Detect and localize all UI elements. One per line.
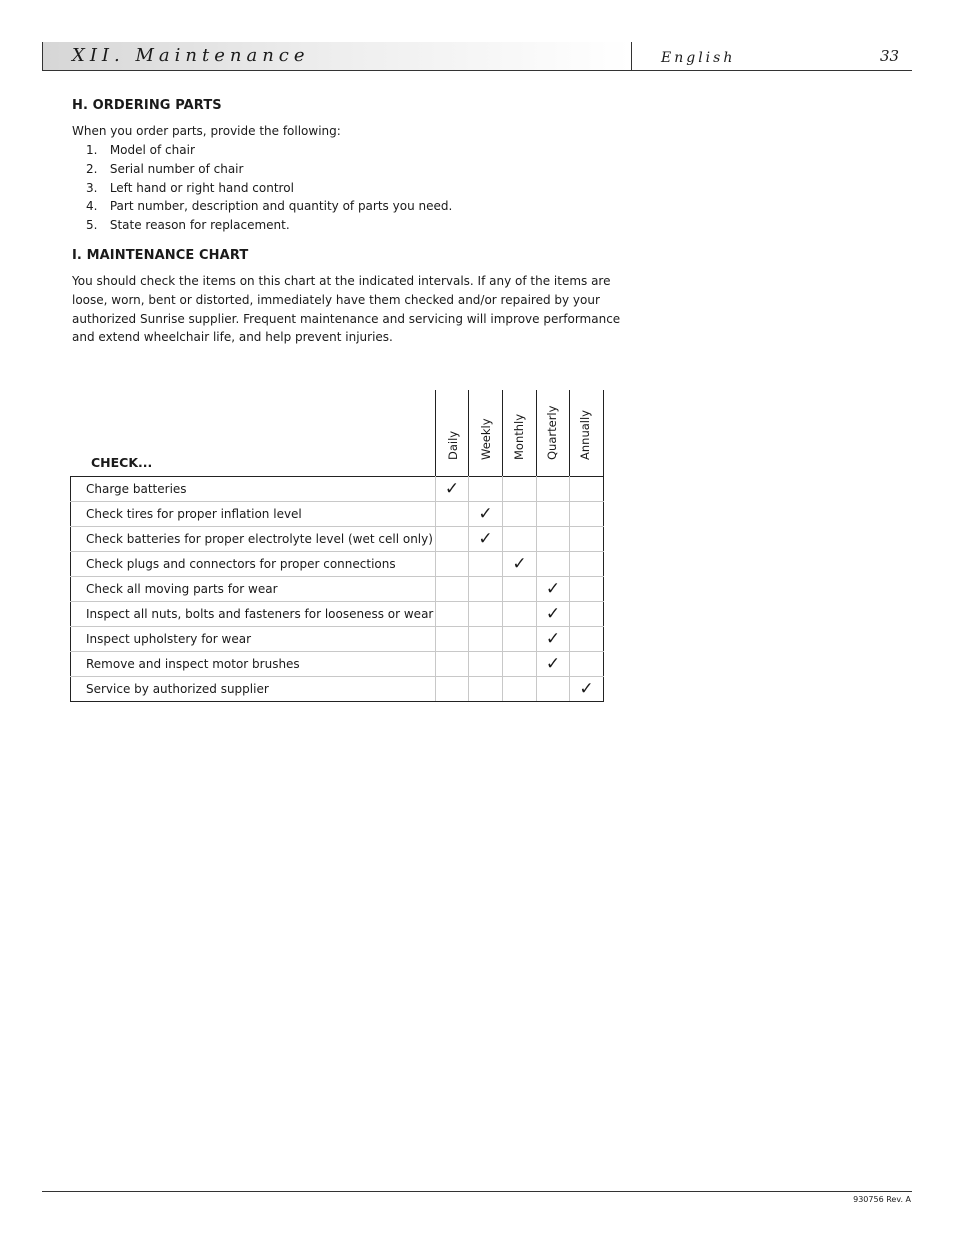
- row-label: Inspect all nuts, bolts and fasteners for looseness or wear: [71, 602, 436, 627]
- cell-quarterly: [537, 627, 570, 652]
- maintenance-chart-heading: I. MAINTENANCE CHART: [72, 248, 249, 263]
- header-divider: [631, 42, 632, 71]
- row-label: Service by authorized supplier: [71, 677, 436, 702]
- cell-daily: [436, 552, 469, 577]
- cell-daily: [436, 677, 469, 702]
- cell-weekly: [469, 627, 503, 652]
- cell-weekly: [469, 477, 503, 502]
- cell-quarterly: [537, 502, 570, 527]
- column-header-daily: Daily: [446, 430, 460, 460]
- cell-quarterly: [537, 552, 570, 577]
- row-label: Remove and inspect motor brushes: [71, 652, 436, 677]
- paragraph-line: loose, worn, bent or distorted, immediately have them checked and/or repaired by your: [72, 292, 600, 307]
- list-item-number: 1.: [86, 143, 98, 157]
- cell-monthly: [503, 677, 537, 702]
- cell-daily: [436, 627, 469, 652]
- check-mark-icon: ✓: [444, 479, 460, 499]
- column-divider: [536, 390, 537, 477]
- paragraph-line: and extend wheelchair life, and help prevent injuries.: [72, 330, 393, 345]
- list-item: [86, 197, 452, 216]
- paragraph-line: You should check the items on this chart at the indicated intervals. If any of the items are: [72, 274, 611, 288]
- cell-annually: [570, 552, 604, 577]
- cell-daily: [436, 652, 469, 677]
- check-mark-icon: ✓: [545, 604, 561, 624]
- cell-quarterly: [537, 677, 570, 702]
- language-label: English: [661, 50, 736, 66]
- cell-annually: [570, 602, 604, 627]
- list-item-number: 3.: [86, 180, 98, 195]
- cell-monthly: [503, 577, 537, 602]
- cell-monthly: [503, 652, 537, 677]
- list-item-number: 2.: [86, 161, 98, 176]
- cell-quarterly: [537, 527, 570, 552]
- cell-quarterly: [537, 602, 570, 627]
- cell-quarterly: [537, 577, 570, 602]
- ordering-list: [86, 141, 452, 235]
- list-item-text: Serial number of chair: [109, 161, 244, 176]
- check-mark-icon: ✓: [512, 554, 527, 574]
- list-item-text: Left hand or right hand control: [109, 180, 294, 195]
- check-mark-icon: ✓: [478, 529, 493, 549]
- cell-quarterly: [537, 477, 570, 502]
- cell-daily: [436, 527, 469, 552]
- cell-monthly: [503, 552, 537, 577]
- cell-monthly: [503, 602, 537, 627]
- cell-daily: [436, 502, 469, 527]
- cell-annually: [570, 577, 604, 602]
- table-row: [71, 677, 604, 702]
- column-divider: [603, 390, 604, 477]
- table-row: [71, 602, 604, 627]
- row-label: Check plugs and connectors for proper connections: [71, 552, 436, 577]
- check-column-header: CHECK...: [91, 455, 153, 470]
- list-item-number: 5.: [86, 218, 98, 233]
- check-mark-icon: ✓: [545, 654, 561, 674]
- cell-daily: [436, 577, 469, 602]
- cell-weekly: [469, 577, 503, 602]
- cell-quarterly: [537, 652, 570, 677]
- table-row: [71, 502, 604, 527]
- cell-weekly: [469, 602, 503, 627]
- maintenance-table: [70, 476, 604, 702]
- maintenance-paragraph: [72, 272, 632, 347]
- table-row: [71, 652, 604, 677]
- chapter-title: XII. Maintenance: [72, 45, 310, 66]
- cell-monthly: [503, 502, 537, 527]
- column-header-annually: Annually: [578, 410, 592, 460]
- revision-label: 930756 Rev. A: [853, 1195, 911, 1204]
- cell-daily: [436, 602, 469, 627]
- paragraph-line: authorized Sunrise supplier. Frequent maintenance and servicing will improve performance: [72, 311, 621, 326]
- cell-monthly: [503, 527, 537, 552]
- cell-annually: [570, 527, 604, 552]
- cell-annually: [570, 627, 604, 652]
- row-label: Inspect upholstery for wear: [71, 627, 436, 652]
- cell-monthly: [503, 627, 537, 652]
- list-item-text: State reason for replacement.: [109, 218, 290, 233]
- column-divider: [569, 390, 570, 477]
- column-header-monthly: Monthly: [512, 413, 526, 460]
- list-item: [86, 179, 452, 198]
- row-label: Check all moving parts for wear: [71, 577, 436, 602]
- column-header-weekly: Weekly: [479, 418, 493, 460]
- row-label: Check batteries for proper electrolyte level (wet cell only): [71, 527, 436, 552]
- check-mark-icon: ✓: [545, 629, 561, 649]
- list-item: [86, 141, 452, 160]
- cell-daily: [436, 477, 469, 502]
- list-item-number: 4.: [86, 199, 98, 214]
- ordering-parts-heading: H. ORDERING PARTS: [72, 98, 222, 113]
- table-row: [71, 477, 604, 502]
- column-divider: [435, 390, 436, 477]
- table-row: [71, 527, 604, 552]
- table-row: [71, 552, 604, 577]
- table-row: [71, 577, 604, 602]
- check-mark-icon: ✓: [545, 579, 561, 599]
- cell-weekly: [469, 677, 503, 702]
- row-label: Check tires for proper inflation level: [71, 502, 436, 527]
- cell-annually: [570, 502, 604, 527]
- check-mark-icon: ✓: [478, 504, 493, 524]
- list-item-text: Model of chair: [109, 143, 195, 157]
- ordering-intro: When you order parts, provide the following:: [72, 124, 341, 138]
- header-rule: [42, 70, 912, 71]
- column-divider: [502, 390, 503, 477]
- row-label: Charge batteries: [71, 477, 436, 502]
- cell-annually: [570, 652, 604, 677]
- cell-weekly: [469, 527, 503, 552]
- cell-weekly: [469, 502, 503, 527]
- column-header-quarterly: Quarterly: [545, 405, 559, 460]
- header-left-rule: [42, 42, 43, 71]
- check-mark-icon: ✓: [579, 679, 594, 699]
- cell-monthly: [503, 477, 537, 502]
- cell-weekly: [469, 552, 503, 577]
- table-row: [71, 627, 604, 652]
- page-number: 33: [880, 47, 900, 65]
- footer-rule: [42, 1191, 912, 1192]
- list-item: [86, 216, 452, 235]
- cell-weekly: [469, 652, 503, 677]
- list-item-text: Part number, description and quantity of parts you need.: [109, 199, 453, 214]
- cell-annually: [570, 677, 604, 702]
- column-divider: [468, 390, 469, 477]
- cell-annually: [570, 477, 604, 502]
- list-item: [86, 160, 452, 179]
